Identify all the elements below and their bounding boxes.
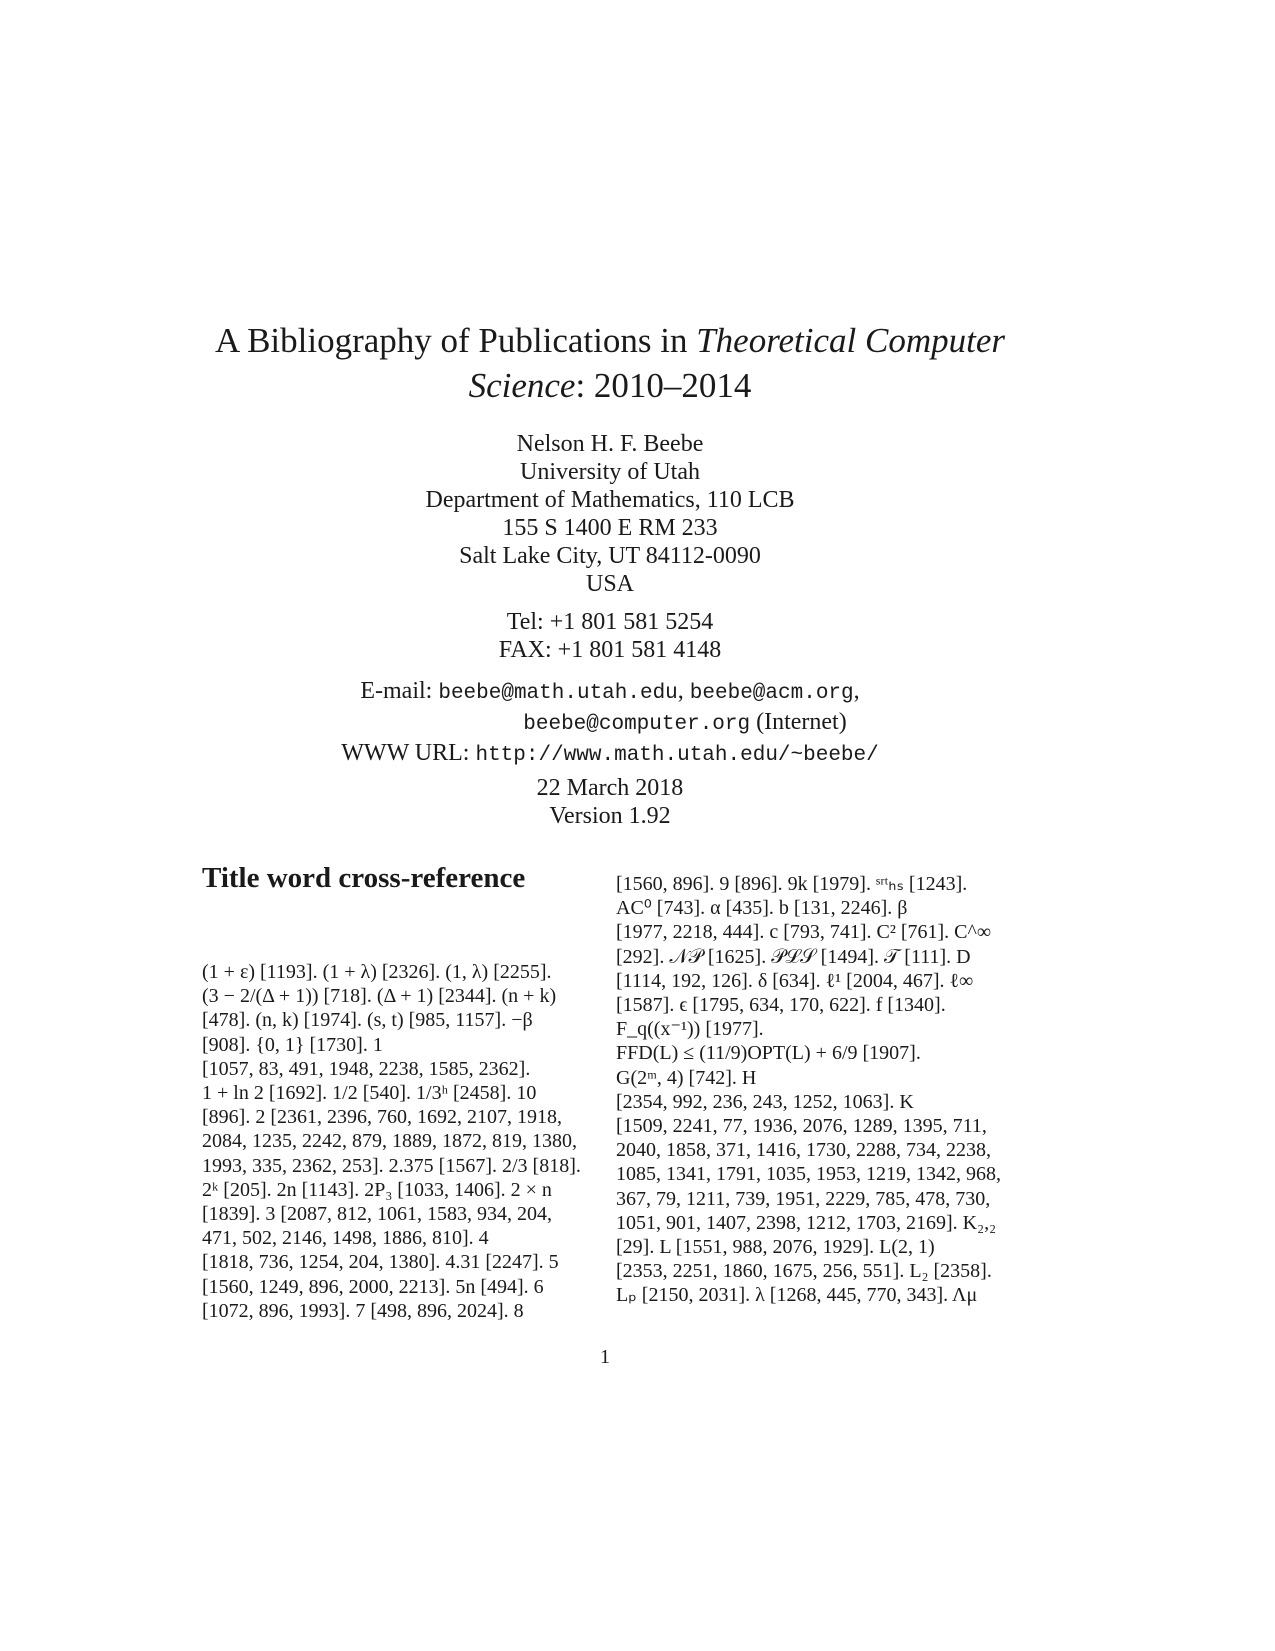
document-date: 22 March 2018 bbox=[536, 775, 684, 801]
index-line: 2084, 1235, 2242, 879, 1889, 1872, 819, 1380, bbox=[202, 1130, 577, 1153]
index-line: G(2ᵐ, 4) [742]. H bbox=[616, 1066, 757, 1089]
index-line: Lₚ [2150, 2031]. λ [1268, 445, 770, 343]. Λμ bbox=[616, 1284, 978, 1307]
index-line: 471, 502, 2146, 1498, 1886, 810]. 4 bbox=[202, 1227, 489, 1250]
phone-block bbox=[180, 608, 1040, 664]
email-suffix: (Internet) bbox=[750, 709, 847, 735]
section-heading: Title word cross-reference bbox=[202, 862, 526, 894]
title-line-2 bbox=[180, 363, 1040, 408]
www-line bbox=[180, 739, 1040, 770]
index-line: [1560, 896]. 9 [896]. 9k [1979]. ˢʳᵗₕₛ [1243]. bbox=[616, 873, 968, 895]
title-line-1 bbox=[180, 318, 1040, 363]
title-journal-part1: Theoretical Computer bbox=[696, 321, 1006, 360]
index-line: 1993, 335, 2362, 253]. 2.375 [1567]. 2/3 [818]. bbox=[202, 1154, 581, 1177]
index-line: [292]. 𝒩𝒫 [1625]. 𝒫ℒ𝒮 [1494]. 𝒯 [111]. D bbox=[616, 945, 971, 968]
title-journal-part2: Science bbox=[468, 366, 576, 405]
date-block bbox=[180, 774, 1040, 830]
index-line: 367, 79, 1211, 739, 1951, 2229, 785, 478, 730, bbox=[616, 1187, 991, 1210]
left-column bbox=[202, 960, 594, 1323]
email-label: E-mail: bbox=[360, 678, 439, 704]
www-label: WWW URL: bbox=[341, 740, 476, 766]
document-version: Version 1.92 bbox=[549, 803, 671, 829]
title-prefix: A Bibliography of Publications in bbox=[214, 321, 697, 360]
email-line bbox=[180, 677, 1040, 708]
index-line: FFD(L) ≤ (11/9)OPT(L) + 6/9 [1907]. bbox=[616, 1042, 921, 1065]
email-line-2 bbox=[180, 708, 1040, 739]
author-tel: Tel: +1 801 581 5254 bbox=[506, 609, 714, 635]
author-block bbox=[180, 430, 1040, 598]
index-line: [896]. 2 [2361, 2396, 760, 1692, 2107, 1918, bbox=[202, 1106, 562, 1129]
index-line: [1072, 896, 1993]. 7 [498, 896, 2024]. 8 bbox=[202, 1299, 524, 1322]
author-fax: FAX: +1 801 581 4148 bbox=[498, 637, 722, 663]
index-line: AC⁰ [743]. α [435]. b [131, 2246]. β bbox=[616, 897, 908, 920]
document-title bbox=[180, 318, 1040, 408]
index-line: [2354, 992, 236, 243, 1252, 1063]. K bbox=[616, 1090, 914, 1113]
index-line: [478]. (n, k) [1974]. (s, t) [985, 1157]. −β bbox=[202, 1009, 533, 1032]
email-comma: , bbox=[853, 678, 860, 704]
index-line: [908]. {0, 1} [1730]. 1 bbox=[202, 1033, 383, 1056]
index-line: 2ᵏ [205]. 2n [1143]. 2P₃ [1033, 1406]. 2 × n bbox=[202, 1178, 552, 1201]
author-street: 155 S 1400 E RM 233 bbox=[502, 515, 718, 541]
author-city: Salt Lake City, UT 84112-0090 bbox=[459, 543, 761, 569]
index-line: [1560, 1249, 896, 2000, 2213]. 5n [494]. 6 bbox=[202, 1275, 544, 1298]
index-line: F_q((x⁻¹)) [1977]. bbox=[616, 1018, 764, 1041]
author-name: Nelson H. F. Beebe bbox=[516, 431, 704, 457]
www-url-link[interactable]: http://www.math.utah.edu/~beebe/ bbox=[475, 744, 879, 767]
contact-block bbox=[180, 677, 1040, 770]
author-country: USA bbox=[585, 571, 634, 597]
email-link-computer[interactable]: beebe@computer.org bbox=[523, 713, 751, 736]
index-line: 1 + ln 2 [1692]. 1/2 [540]. 1/3ʰ [2458]. 10 bbox=[202, 1082, 537, 1105]
index-line: 1085, 1341, 1791, 1035, 1953, 1219, 1342, 968, bbox=[616, 1163, 1001, 1186]
index-line: [1509, 2241, 77, 1936, 2076, 1289, 1395, 711, bbox=[616, 1115, 987, 1138]
index-line: [1839]. 3 [2087, 812, 1061, 1583, 934, 204, bbox=[202, 1203, 552, 1226]
index-line: [1587]. ϵ [1795, 634, 170, 622]. f [1340]. bbox=[616, 994, 946, 1017]
index-line: [1818, 736, 1254, 204, 1380]. 4.31 [2247]. 5 bbox=[202, 1251, 559, 1274]
email-link-acm[interactable]: beebe@acm.org bbox=[689, 682, 854, 705]
email-separator: , bbox=[677, 678, 690, 704]
index-line: [2353, 2251, 1860, 1675, 256, 551]. L₂ [2358]. bbox=[616, 1260, 992, 1283]
index-line: 1051, 901, 1407, 2398, 1212, 1703, 2169]. K₂,₂ bbox=[616, 1211, 997, 1234]
index-line: [1977, 2218, 444]. c [793, 741]. C² [761]. C^∞ bbox=[616, 921, 992, 944]
email-link-math[interactable]: beebe@math.utah.edu bbox=[438, 682, 678, 705]
index-line: (1 + ε) [1193]. (1 + λ) [2326]. (1, λ) [2255]. bbox=[202, 961, 552, 983]
index-line: [1114, 192, 126]. δ [634]. ℓ¹ [2004, 467]. ℓ∞ bbox=[616, 969, 974, 992]
author-department: Department of Mathematics, 110 LCB bbox=[425, 487, 795, 513]
title-suffix: : 2010–2014 bbox=[575, 366, 752, 405]
index-line: 2040, 1858, 371, 1416, 1730, 2288, 734, 2238, bbox=[616, 1139, 991, 1162]
right-column bbox=[616, 872, 1008, 1308]
author-institution: University of Utah bbox=[520, 459, 700, 485]
index-line: [29]. L [1551, 988, 2076, 1929]. L(2, 1) bbox=[616, 1236, 935, 1259]
index-line: (3 − 2/(Δ + 1)) [718]. (Δ + 1) [2344]. (n + k) bbox=[202, 985, 557, 1008]
page-number: 1 bbox=[600, 1346, 610, 1368]
index-line: [1057, 83, 491, 1948, 2238, 1585, 2362]. bbox=[202, 1057, 531, 1080]
